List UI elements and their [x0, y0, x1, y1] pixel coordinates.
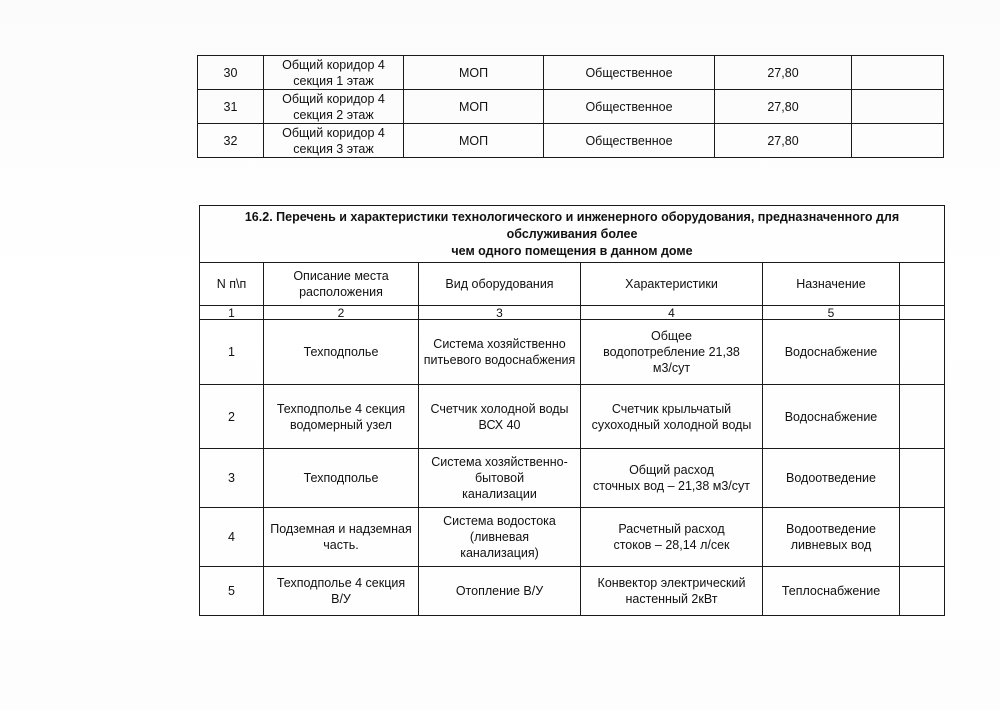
- location-cell: Техподполье 4 секция водомерный узел: [264, 385, 419, 449]
- column-number: 3: [419, 306, 581, 320]
- location-cell: Подземная и надземная часть.: [264, 508, 419, 567]
- column-header: Описание места расположения: [264, 263, 419, 306]
- characteristics-cell: Счетчик крыльчатый сухоходный холодной воды: [581, 385, 763, 449]
- section-title-row: [200, 206, 945, 263]
- table-row: [200, 320, 945, 385]
- header-row: [200, 263, 945, 306]
- column-header: [900, 263, 945, 306]
- type-cell: МОП: [404, 90, 544, 124]
- row-number: 5: [200, 567, 264, 616]
- row-number: 32: [198, 124, 264, 158]
- equipment-cell: Отопление В/У: [419, 567, 581, 616]
- table-row: [200, 567, 945, 616]
- extra-cell: [900, 320, 945, 385]
- extra-cell: [900, 449, 945, 508]
- characteristics-cell: Общий расход сточных вод – 21,38 м3/сут: [581, 449, 763, 508]
- purpose-cell: Водоотведение ливневых вод: [763, 508, 900, 567]
- area-cell: 27,80: [715, 90, 852, 124]
- area-cell: 27,80: [715, 56, 852, 90]
- purpose-cell: Общественное: [544, 124, 715, 158]
- equipment-cell: Счетчик холодной воды ВСХ 40: [419, 385, 581, 449]
- column-header: Вид оборудования: [419, 263, 581, 306]
- column-number: 5: [763, 306, 900, 320]
- section-title: 16.2. Перечень и характеристики технологического и инженерного оборудования, предназначенного для обслуживания более чем одного помещения в данном доме: [200, 206, 945, 263]
- column-number: 4: [581, 306, 763, 320]
- characteristics-cell: Конвектор электрический настенный 2кВт: [581, 567, 763, 616]
- premises-table: [197, 55, 944, 158]
- purpose-cell: Водоотведение: [763, 449, 900, 508]
- row-number: 3: [200, 449, 264, 508]
- purpose-cell: Водоснабжение: [763, 320, 900, 385]
- extra-cell: [900, 567, 945, 616]
- column-header: Характеристики: [581, 263, 763, 306]
- type-cell: МОП: [404, 56, 544, 90]
- characteristics-cell: Общее водопотребление 21,38 м3/сут: [581, 320, 763, 385]
- type-cell: МОП: [404, 124, 544, 158]
- purpose-cell: Водоснабжение: [763, 385, 900, 449]
- row-number: 31: [198, 90, 264, 124]
- table-row: [198, 90, 944, 124]
- row-number: 1: [200, 320, 264, 385]
- purpose-cell: Общественное: [544, 90, 715, 124]
- purpose-cell: Общественное: [544, 56, 715, 90]
- extra-cell: [852, 90, 944, 124]
- column-number: [900, 306, 945, 320]
- equipment-table: [199, 205, 945, 616]
- location-cell: Техподполье: [264, 449, 419, 508]
- column-header: Назначение: [763, 263, 900, 306]
- column-header: N п\п: [200, 263, 264, 306]
- extra-cell: [900, 508, 945, 567]
- location-cell: Техподполье: [264, 320, 419, 385]
- extra-cell: [852, 56, 944, 90]
- purpose-cell: Теплоснабжение: [763, 567, 900, 616]
- location-cell: Техподполье 4 секция В/У: [264, 567, 419, 616]
- extra-cell: [852, 124, 944, 158]
- location-cell: Общий коридор 4 секция 3 этаж: [264, 124, 404, 158]
- table-row: [200, 385, 945, 449]
- table-row: [200, 449, 945, 508]
- row-number: 4: [200, 508, 264, 567]
- row-number: 30: [198, 56, 264, 90]
- table-row: [198, 56, 944, 90]
- column-number: 2: [264, 306, 419, 320]
- characteristics-cell: Расчетный расход стоков – 28,14 л/сек: [581, 508, 763, 567]
- equipment-cell: Система хозяйственно- бытовой канализации: [419, 449, 581, 508]
- equipment-cell: Система водостока (ливневая канализация): [419, 508, 581, 567]
- table-row: [200, 508, 945, 567]
- location-cell: Общий коридор 4 секция 2 этаж: [264, 90, 404, 124]
- column-number-row: [200, 306, 945, 320]
- location-cell: Общий коридор 4 секция 1 этаж: [264, 56, 404, 90]
- area-cell: 27,80: [715, 124, 852, 158]
- row-number: 2: [200, 385, 264, 449]
- column-number: 1: [200, 306, 264, 320]
- equipment-cell: Система хозяйственно питьевого водоснабжения: [419, 320, 581, 385]
- extra-cell: [900, 385, 945, 449]
- table-row: [198, 124, 944, 158]
